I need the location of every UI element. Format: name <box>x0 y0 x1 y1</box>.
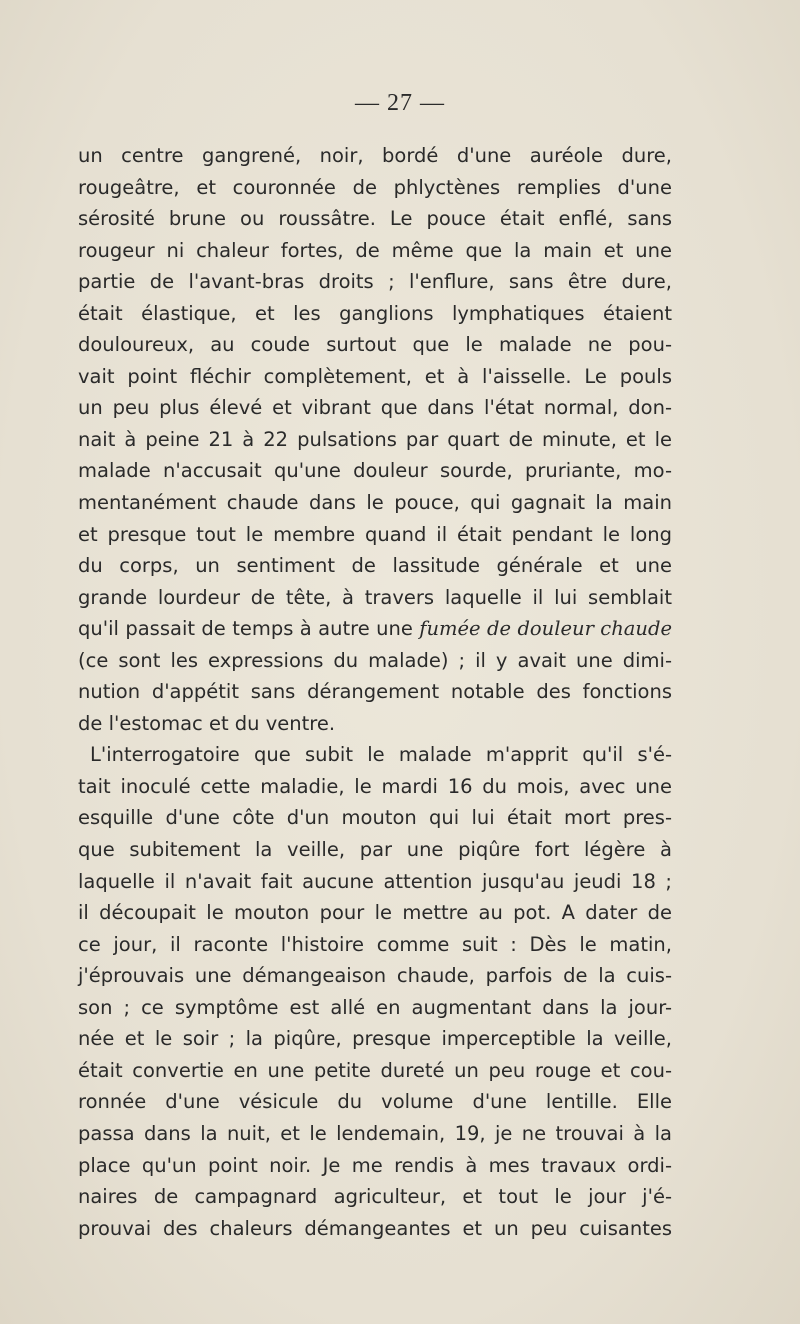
text-line-content: nution d'appétit sans dérangement notable des fonctions <box>78 680 672 704</box>
text-line <box>78 235 672 267</box>
text-line-content: que subitement la veille, par une piqûre fort légère à <box>78 838 672 862</box>
text-line <box>78 361 672 393</box>
text-line <box>78 455 672 487</box>
text-line-content: un centre gangrené, noir, bordé d'une auréole dure, <box>78 144 672 167</box>
text-line <box>78 1023 672 1055</box>
text-line <box>78 645 672 677</box>
text-line-content: son ; ce symptôme est allé en augmentant dans la jour- <box>78 995 672 1019</box>
text-line-content: naires de campagnard agriculteur, et tout le jour j'é- <box>78 1185 672 1209</box>
text-line <box>78 1118 672 1150</box>
text-line <box>78 866 672 898</box>
text-line-content: prouvai des chaleurs démangeantes et un peu cuisantes <box>78 1216 672 1240</box>
text-line-content: ce jour, il raconte l'histoire comme suit : Dès le matin, <box>78 932 672 956</box>
text-line-content: mentanément chaude dans le pouce, qui gagnait la main <box>78 491 672 515</box>
text-line <box>78 960 672 992</box>
text-line-content: tait inoculé cette maladie, le mardi 16 du mois, avec une <box>78 774 672 798</box>
text-line-content: laquelle il n'avait fait aucune attention jusqu'au jeudi 18 ; <box>78 869 672 893</box>
text-line-content: passa dans la nuit, et le lendemain, 19, je ne trouvai à la <box>78 1121 672 1145</box>
text-line-content: ronnée d'une vésicule du volume d'une lentille. Elle <box>78 1090 672 1114</box>
page-number: — 27 — <box>355 90 445 116</box>
text-line <box>78 929 672 961</box>
text-line-content: douloureux, au coude surtout que le malade ne pou- <box>78 333 672 357</box>
text-line <box>78 1181 672 1213</box>
text-line-content: née et le soir ; la piqûre, presque imperceptible la veille, <box>78 1027 672 1051</box>
text-line-content: partie de l'avant-bras droits ; l'enflure, sans être dure, <box>78 270 672 294</box>
text-line <box>78 487 672 519</box>
text-line <box>78 802 672 834</box>
text-line-content: nait à peine 21 à 22 pulsations par quart de minute, et le <box>78 427 672 451</box>
text-line-content: j'éprouvais une démangeaison chaude, parfois de la cuis- <box>78 964 672 988</box>
text-line <box>78 203 672 235</box>
text-line <box>78 140 672 172</box>
text-line <box>78 739 672 771</box>
text-line <box>78 519 672 551</box>
text-line <box>78 992 672 1024</box>
text-line <box>78 329 672 361</box>
text-line-content: grande lourdeur de tête, à travers laquelle il lui semblait <box>78 585 672 609</box>
text-line-content: et presque tout le membre quand il était pendant le long <box>78 522 672 546</box>
text-line-content: un peu plus élevé et vibrant que dans l'état normal, don- <box>78 396 672 420</box>
text-line <box>78 298 672 330</box>
text-line <box>78 613 672 645</box>
text-line-content: (ce sont les expressions du malade) ; il y avait une dimi- <box>78 648 672 672</box>
text-line <box>78 550 672 582</box>
text-line <box>78 1150 672 1182</box>
text-line-content: était convertie en une petite dureté un peu rouge et cou- <box>78 1058 672 1082</box>
text-line-content: du corps, un sentiment de lassitude générale et une <box>78 554 672 578</box>
text-line-content: rougeur ni chaleur fortes, de même que la main et une <box>78 238 672 262</box>
text-line-content: esquille d'une côte d'un mouton qui lui était mort pres- <box>78 806 672 830</box>
text-line-content: place qu'un point noir. Je me rendis à mes travaux ordi- <box>78 1153 672 1177</box>
body-text <box>78 140 672 1244</box>
italic-phrase: fumée de douleur chaude <box>419 617 672 641</box>
text-line <box>78 1213 672 1245</box>
text-line-content: sérosité brune ou roussâtre. Le pouce était enflé, sans <box>78 207 672 231</box>
text-line-content: vait point fléchir complètement, et à l'aisselle. Le pouls <box>78 364 672 388</box>
text-line <box>78 1055 672 1087</box>
text-line <box>78 1086 672 1118</box>
text-line <box>78 897 672 929</box>
text-line-content: L'interrogatoire que subit le malade m'apprit qu'il s'é- <box>90 743 672 767</box>
text-line-content: de l'estomac et du ventre. <box>78 711 336 735</box>
text-line <box>78 834 672 866</box>
text-line <box>78 172 672 204</box>
text-line <box>78 676 672 708</box>
text-line <box>78 708 672 740</box>
text-line-content: il découpait le mouton pour le mettre au pot. A dater de <box>78 901 672 925</box>
text-line-content: qu'il passait de temps à autre une <box>78 617 420 641</box>
text-line <box>78 582 672 614</box>
text-line-content: rougeâtre, et couronnée de phlyctènes remplies d'une <box>78 175 672 199</box>
text-line-content: malade n'accusait qu'une douleur sourde, pruriante, mo- <box>78 459 672 483</box>
text-line-content: était élastique, et les ganglions lymphatiques étaient <box>78 301 672 325</box>
text-line <box>78 771 672 803</box>
text-line <box>78 392 672 424</box>
text-line <box>78 424 672 456</box>
text-line <box>78 266 672 298</box>
